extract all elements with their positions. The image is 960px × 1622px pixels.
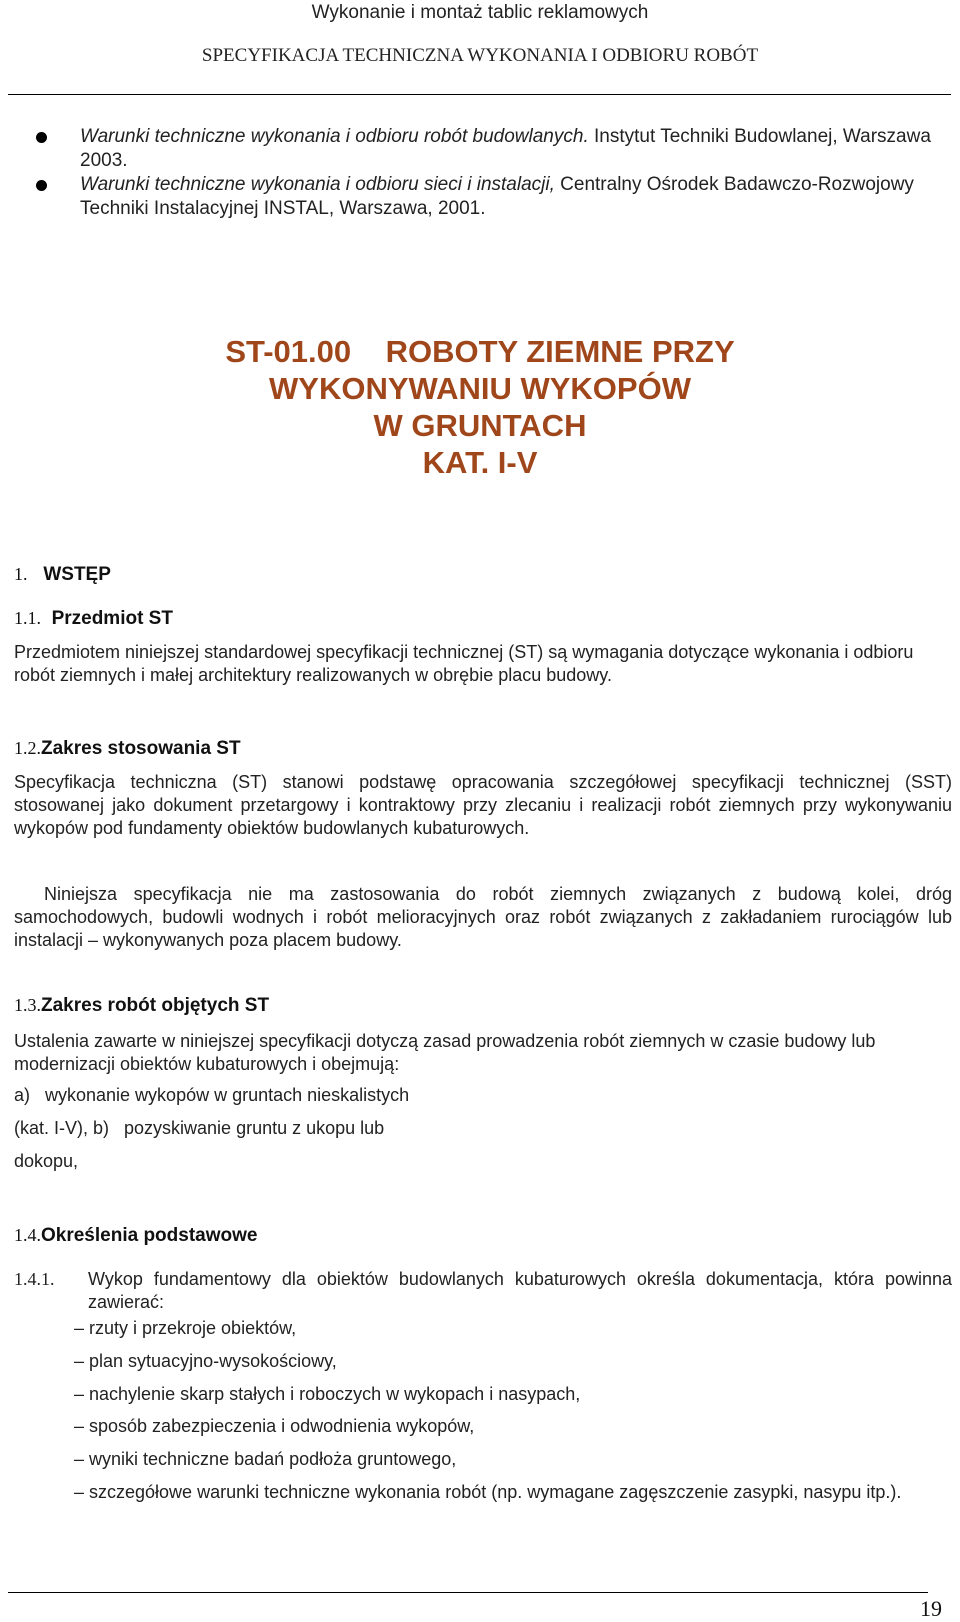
section-heading-1-1 [14,608,173,630]
document-header-subtitle: SPECYFIKACJA TECHNICZNA WYKONANIA I ODBIORU ROBÓT [201,45,759,66]
reference-item [80,125,950,173]
document-header-title: Wykonanie i montaż tablic reklamowych [311,2,649,23]
section-label: WSTĘP [43,564,111,585]
reference-item [80,173,950,221]
list-item: – plan sytuacyjno-wysokościowy, [74,1351,337,1371]
section-number: 1. [14,564,28,584]
footer-divider [8,1592,928,1593]
list-item: – szczegółowe warunki techniczne wykonania robót (np. wymagane zagęszczenie zasypki, nasypu itp.). [74,1482,902,1502]
list-item: dokopu, [14,1151,79,1171]
section-number: 1.3. [14,995,41,1015]
list-item: – wyniki techniczne badań podłoża gruntowego, [74,1449,457,1469]
section-paragraph: Specyfikacja techniczna (ST) stanowi podstawę opracowania szczegółowej specyfikacji technicznej (SST) stosowanej jako dokument przetargowy i kontraktowy przy zlecaniu i realizacji robót ziemnych przy wykonywaniu wykopów pod fundamenty obiektów budowlanych kubaturowych. [14,772,952,838]
list-item: (kat. I-V), b) pozyskiwanie gruntu z ukopu lub [14,1118,385,1138]
header-divider [8,94,951,95]
reference-source: Instytut Techniki Budowlanej, Warszawa 2003. [80,126,931,171]
reference-title: Warunki techniczne wykonania i odbioru sieci i instalacji, [80,174,555,195]
section-label: Przedmiot ST [51,608,173,629]
section-heading-1 [14,564,111,586]
section-number: 1.4. [14,1225,41,1245]
section-label: Zakres robót objętych ST [41,995,270,1016]
list-item: – sposób zabezpieczenia i odwodnienia wykopów, [74,1416,475,1436]
spec-title-line: WYKONYWANIU WYKOPÓW [269,371,691,406]
reference-title: Warunki techniczne wykonania i odbioru robót budowlanych. [80,126,589,147]
section-number: 1.1. [14,608,41,628]
page-number: 19 [920,1596,942,1621]
list-item: a) wykonanie wykopów w gruntach nieskalistych [14,1085,410,1105]
bullet-icon [36,180,47,191]
spec-title-line: ST-01.00 ROBOTY ZIEMNE PRZY [225,334,735,369]
section-paragraph: Przedmiotem niniejszej standardowej specyfikacji technicznej (ST) są wymagania dotyczące wykonania i odbioru robót ziemnych i małej architektury realizowanych w obrębie placu budowy. [14,642,914,685]
bullet-icon [36,132,47,143]
subsection-number: 1.4.1. [14,1269,55,1289]
section-label: Zakres stosowania ST [41,738,241,759]
section-paragraph: Wykop fundamentowy dla obiektów budowlanych kubaturowych określa dokumentacja, która powinna zawierać: [88,1269,952,1312]
list-item: – rzuty i przekroje obiektów, [74,1318,297,1338]
section-heading-1-3 [14,995,269,1017]
list-item: – nachylenie skarp stałych i roboczych w wykopach i nasypach, [74,1384,581,1404]
section-heading-1-4 [14,1225,257,1247]
section-heading-1-2 [14,738,241,760]
section-paragraph: Ustalenia zawarte w niniejszej specyfikacji dotyczą zasad prowadzenia robót ziemnych w czasie budowy lub modernizacji obiektów kubaturowych i obejmują: [14,1031,876,1074]
reference-source: Centralny Ośrodek Badawczo-Rozwojowy Techniki Instalacyjnej INSTAL, Warszawa, 2001. [80,174,914,219]
section-label: Określenia podstawowe [41,1225,258,1246]
section-paragraph: Niniejsza specyfikacja nie ma zastosowania do robót ziemnych związanych z budową kolei, dróg samochodowych, budowli wodnych i robót melioracyjnych oraz robót związanych z zakładaniem rurociągów lub instalacji – wykonywanych poza placem budowy. [14,884,952,950]
section-number: 1.2. [14,738,41,758]
spec-title-line: W GRUNTACH [373,408,587,443]
spec-title-line: KAT. I-V [422,445,538,480]
